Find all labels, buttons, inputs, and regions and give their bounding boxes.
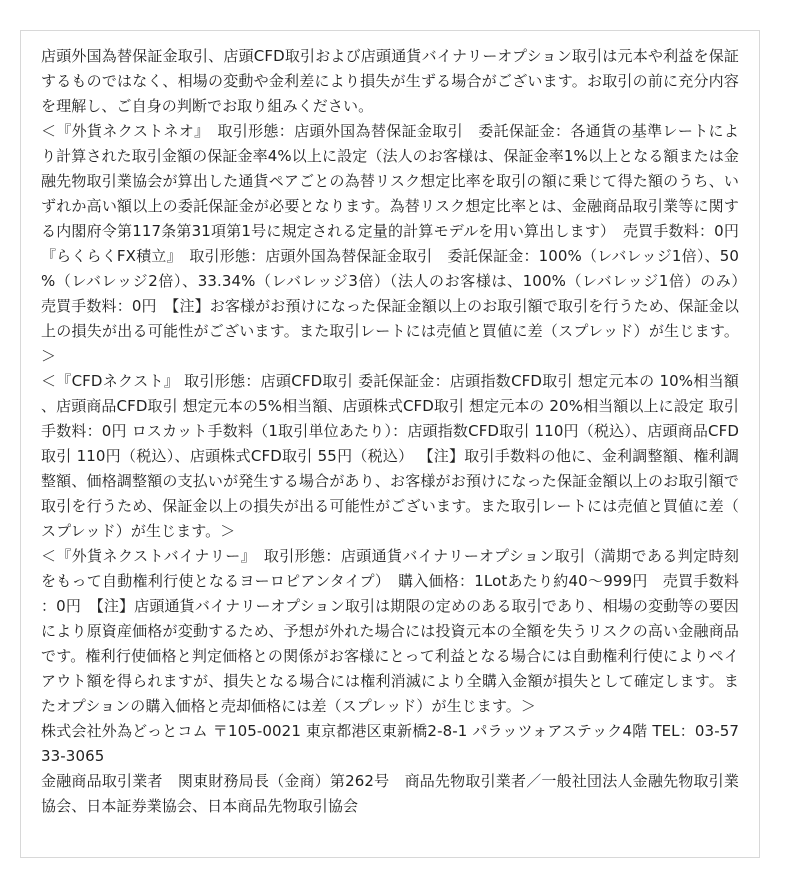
risk-intro-paragraph: 店頭外国為替保証金取引、店頭CFD取引および店頭通貨バイナリーオプション取引は元本や利益を保証するものではなく、相場の変動や金利差により損失が生ずる場合がございます。お取引の前に充分内容を理解し、ご自身の判断でお取り組みください。 [41,47,739,115]
gaika-next-neo-paragraph: ＜『外貨ネクストネオ』 取引形態：店頭外国為替保証金取引 委託保証金：各通貨の基準レートにより計算された取引金額の保証金率4%以上に設定（法人のお客様は、保証金率1%以上となる額または金融先物取引業協会が算出した通貨ペアごとの為替リスク想定比率を取引の額に乗じて得た額のうち、いずれか高い額以上の委託保証金が必要となります。為替リスク想定比率とは、金融商品取引業等に関する内閣府令第117条第31項第1号に規定される定量的計算モデルを用い算出します） 売買手数料：0円 『らくらくFX積立』 取引形態：店頭外国為替保証金取引 委託保証金：100%（レバレッジ1倍）、50%（レバレッジ2倍）、33.34%（レバレッジ3倍）（法人のお客様は、100%（レバレッジ1倍）のみ） 売買手数料：0円 【注】お客様がお預けになった保証金額以上のお取引額で取引を行うため、保証金以上の損失が出る可能性がございます。また取引レートには売値と買値に差（スプレッド）が生じます。＞ [41,122,755,365]
registration-info: 金融商品取引業者 関東財務局長（金商）第262号 商品先物取引業者／一般社団法人金融先物取引業協会、日本証券業協会、日本商品先物取引協会 [41,772,739,815]
company-info: 株式会社外為どっとコム 〒105-0021 東京都港区東新橋2-8-1 パラッツォアステック4階 TEL：03-5733-3065 [41,722,739,765]
cfd-next-paragraph: ＜『CFDネクスト』 取引形態：店頭CFD取引 委託保証金：店頭指数CFD取引 想定元本の 10%相当額、店頭商品CFD取引 想定元本の5%相当額、店頭株式CFD取引 想定元本の 20%相当額以上に設定 取引手数料：0円 ロスカット手数料（1取引単位あたり）：店頭指数CFD取引 110円（税込）、店頭商品CFD取引 110円（税込）、店頭株式CFD取引 55円（税込） 【注】取引手数料の他に、金利調整額、権利調整額、価格調整額の支払いが発生する場合があり、お客様がお預けになった保証金額以上のお取引額で取引を行うため、保証金以上の損失が出る可能性がございます。また取引レートには売値と買値に差（スプレッド）が生じます。＞ [41,372,739,540]
disclaimer-text [41,44,755,819]
disclaimer-box [20,30,760,858]
gaika-next-binary-paragraph: ＜『外貨ネクストバイナリー』 取引形態：店頭通貨バイナリーオプション取引（満期である判定時刻をもって自動権利行使となるヨーロピアンタイプ） 購入価格：1Lotあたり約40〜999円 売買手数料：0円 【注】店頭通貨バイナリーオプション取引は期限の定めのある取引であり、相場の変動等の要因により原資産価格が変動するため、予想が外れた場合には投資元本の全額を失うリスクの高い金融商品です。権利行使価格と判定価格との関係がお客様にとって利益となる場合には自動権利行使によりペイアウト額を得られますが、損失となる場合には権利消滅により全購入金額が損失として確定します。またオプションの購入価格と売却価格には差（スプレッド）が生じます。＞ [41,547,739,715]
